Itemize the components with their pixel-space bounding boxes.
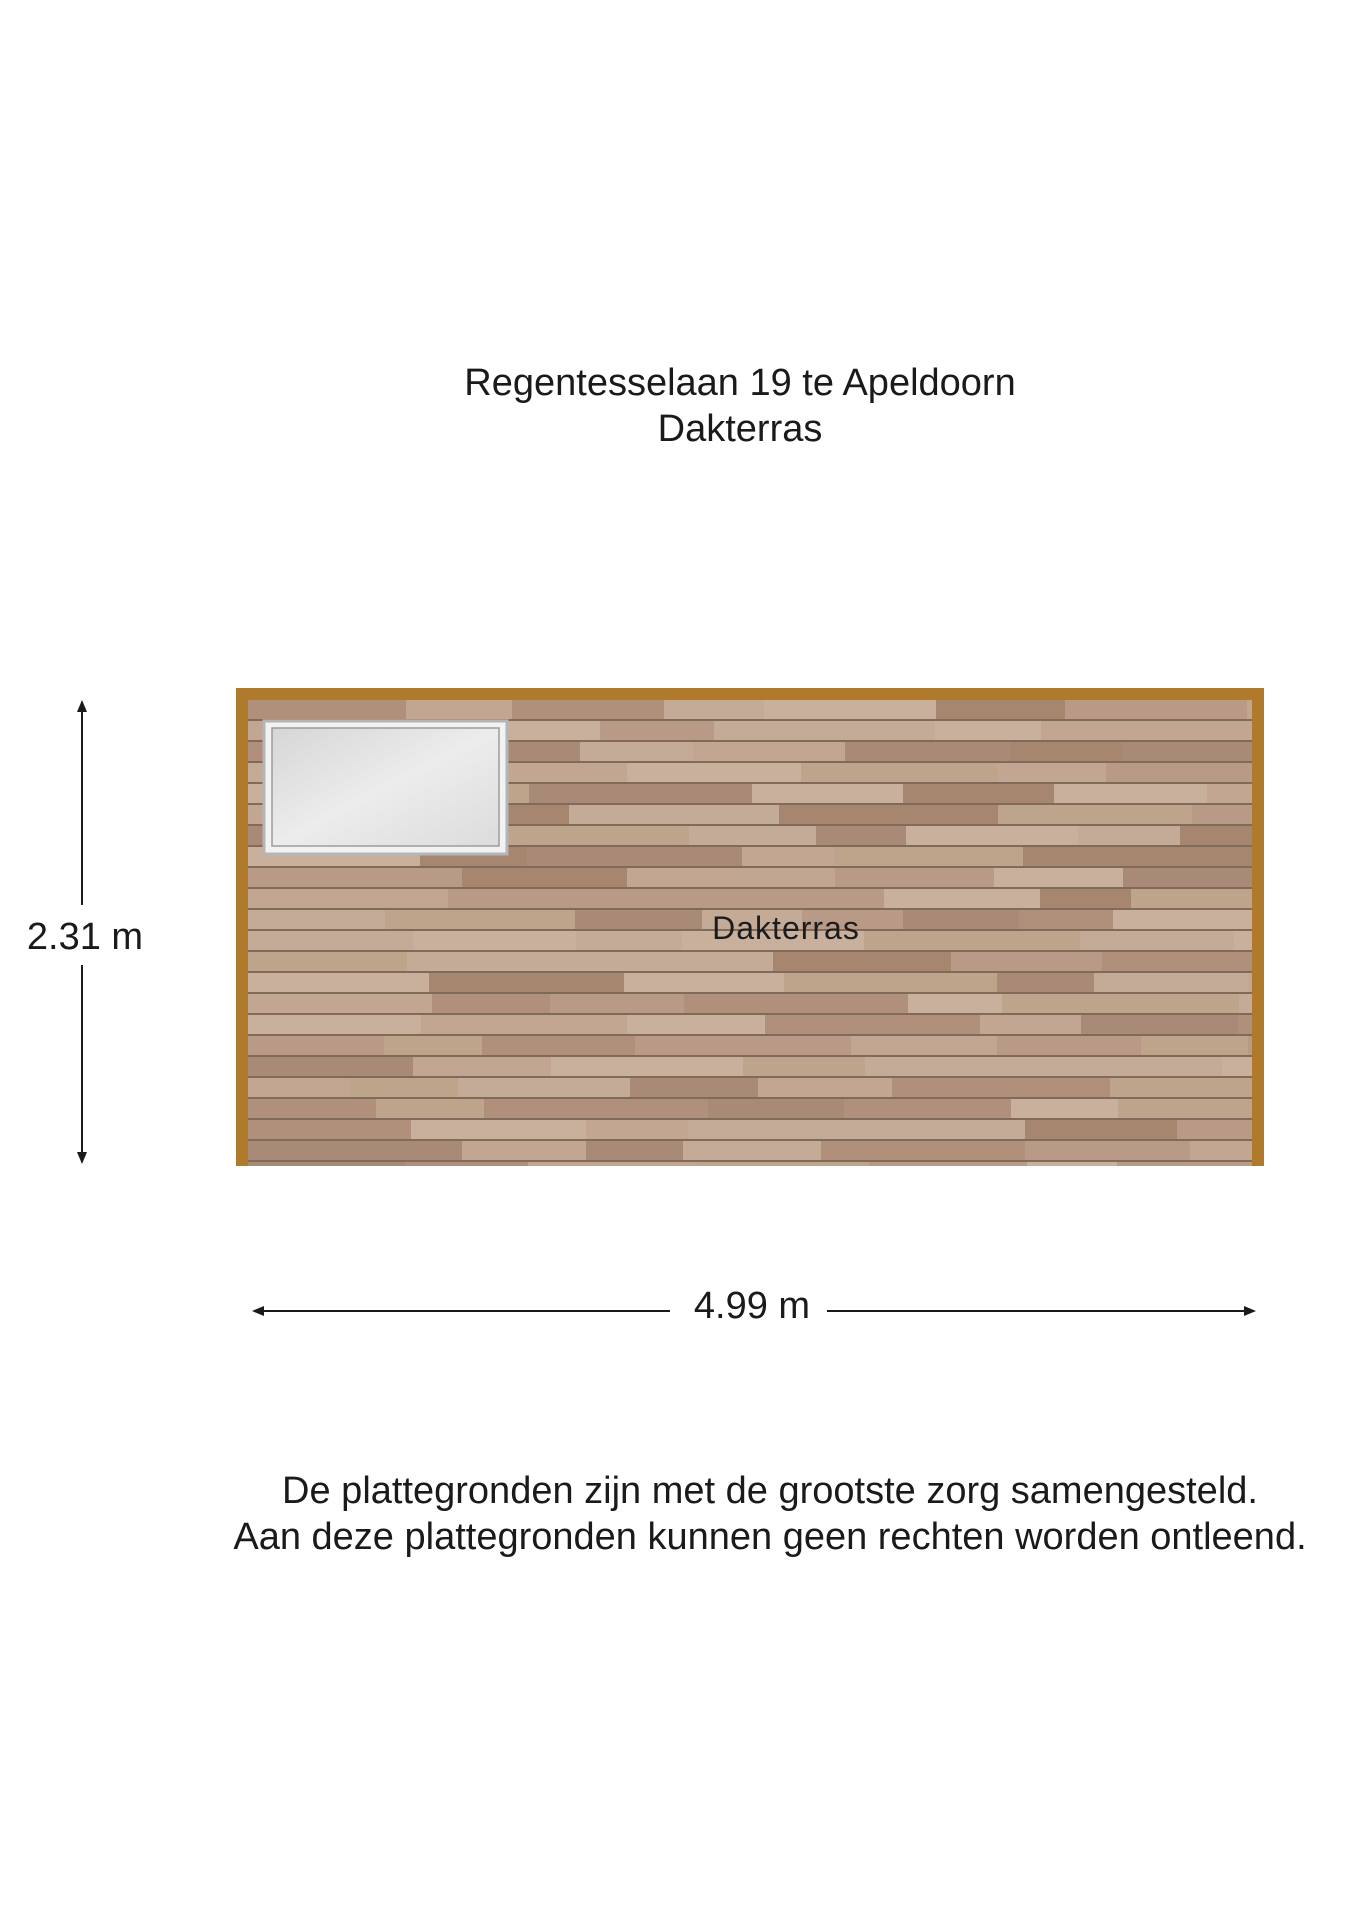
disclaimer xyxy=(170,1468,1358,1560)
floor-plan xyxy=(236,688,1264,1166)
floor-title: Dakterras xyxy=(657,408,823,450)
disclaimer-line-2: Aan deze plattegronden kunnen geen rechten worden ontleend. xyxy=(233,1516,1307,1558)
depth-dimension-label: 2.31 m xyxy=(20,910,150,965)
room-label: Dakterras xyxy=(712,910,860,946)
skylight-glass xyxy=(272,728,499,846)
disclaimer-line-1: De plattegronden zijn met de grootste zorg samengesteld. xyxy=(282,1470,1258,1512)
address-title: Regentesselaan 19 te Apeldoorn xyxy=(464,362,1016,404)
width-dimension-label: 4.99 m xyxy=(677,1285,827,1328)
